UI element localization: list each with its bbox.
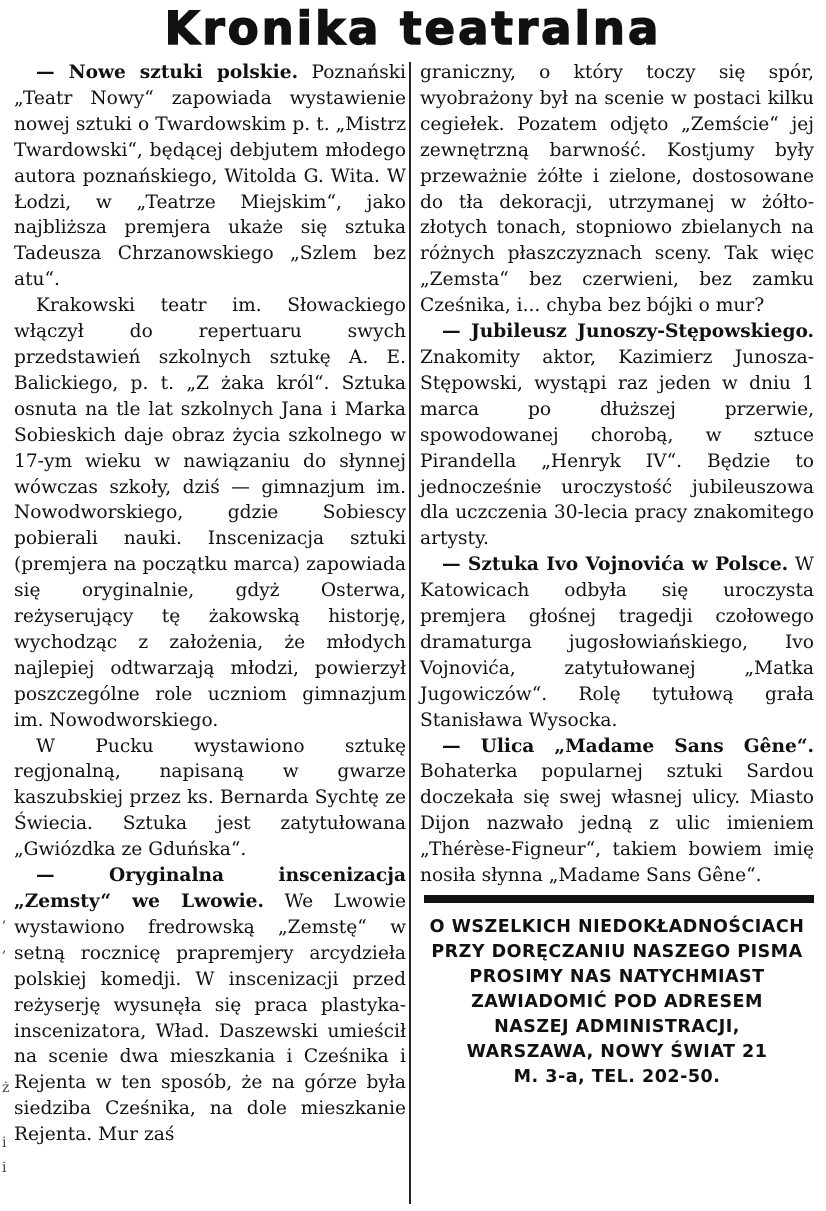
article-madame-sans-gene (420, 734, 814, 889)
left-column (14, 60, 406, 1148)
section-rule (424, 895, 814, 903)
article-krakowski-teatr: Krakowski teatr im. Słowackiego włączył do repertuaru swych przedstawień szkolnych sztukę A. E. Balickiego, p. t. „Z żaka król“. Sztuka osnuta na tle lat szkolnych Jana i Marka Sobieskich daje obraz życia szkolnego w 17-ym wieku w nawiązaniu do słynnej wówczas szkoły, dziś — gimnazjum im. Nowodworskiego, gdzie Sobiescy pobierali nauki. Inscenizacja sztuki (premjera na początku marca) zapowiada się oryginalnie, gdyż Osterwa, reżyserujący tę żakowską historję, wychodząc z założenia, że młodych najlepiej odtwarzają młodzi, powierzył poszczególne role uczniom gimnazjum im. Nowodworskiego. (14, 295, 406, 731)
article-nowe-sztuki (14, 60, 406, 293)
article-heading: — Nowe sztuki polskie. (36, 62, 299, 83)
article-body: W Katowicach odbyła się uroczysta premjera głośnej tragedji czołowego dramaturga jugosłowiańskiego, Ivo Vojnovića, zatytułowanej „Matka Jugowiczów“. Rolę tytułową grała Stanisława Wysocka. (420, 554, 814, 731)
article-body: Bohaterka popularnej sztuki Sardou doczekała się swej własnej ulicy. Miasto Dijon nazwało jedną z ulic imieniem „Thérèse-Figneur“, takiem bowiem imię nosiła słynna „Madame Sans Gêne“. (420, 761, 814, 887)
article-heading: — Oryginalna inscenizacja „Zemsty“ we Lwowie. (14, 865, 406, 912)
article-zemsta-lwow (14, 863, 406, 1148)
article-vojnovic (420, 552, 814, 733)
notice-administration: NASZEJ ADMINISTRACJI, (494, 1017, 740, 1037)
article-heading: — Sztuka Ivo Vojnovića w Polsce. (442, 554, 789, 576)
article-body: Poznański „Teatr Nowy“ zapowiada wystawienie nowej sztuki o Twardowskim p. t. „Mistrz Twardowski“, będącej debjutem młodego autora poznańskiego, Witolda G. Wita. W Łodzi, w „Teatrze Miejskim“, jako najbliższa premjera ukaże się sztuka Tadeusza Chrzanowskiego „Szlem bez atu“. (14, 62, 407, 291)
column-divider (409, 62, 411, 1204)
notice-address: WARSZAWA, NOWY ŚWIAT 21 (466, 1042, 768, 1062)
administration-notice (420, 915, 814, 1090)
article-heading: — Ulica „Madame Sans Gêne“. (442, 735, 814, 757)
article-body: Znakomity aktor, Kazimierz Junosza-Stępowski, wystąpi raz jeden w dniu 1 marca po dłuższej przerwie, spowodowanej chorobą, w sztuce Pirandella „Henryk IV“. Będzie to jednocześnie uroczystość jubileuszowa dla uczczenia 30-lecia pracy znakomitego artysty. (420, 346, 814, 550)
right-column (420, 60, 814, 1090)
notice-phone: M. 3-a, TEL. 202-50. (513, 1067, 721, 1087)
article-heading: — Jubileusz Junoszy-Stępowskiego. (442, 321, 814, 343)
margin-marks: , , ż i i (2, 910, 10, 1176)
article-jubileusz (420, 319, 814, 552)
article-pucku: W Pucku wystawiono sztukę regjonalną, napisaną w gwarze kaszubskiej przez ks. Bernarda Sychtę ze Świecia. Sztuka jest zatytułowana „Gwiózdka ze Gduńska“. (14, 735, 406, 861)
article-zemsta-continued: graniczny, o który toczy się spór, wyobrażony był na scenie w postaci kilku cegiełek. Pozatem odjęto „Zemście“ jej zewnętrzną barwność. Kostjumy były przeważnie żółte i zielone, dostosowane do tła dekoracji, utrzymanej w żółto-złotych tonach, stopniowo zbielanych na różnych płaszczyznach sceny. Tak więc „Zemsta“ bez czerwieni, bez zamku Cześnika, i... chyba bez bójki o mur? (420, 62, 814, 317)
page-title: Kronika teatralna (164, 2, 662, 55)
notice-text: O WSZELKICH NIEDOKŁADNOŚCIACH PRZY DORĘCZANIU NASZEGO PISMA PROSIMY NAS NATYCHMIAST ZAWIADOMIĆ POD ADRESEM (429, 917, 805, 1012)
article-body: We Lwowie wystawiono fredrowską „Zemstę“ w setną rocznicę prapremjery arcydzieła polskiej komedji. W inscenizacji przed reżyserję wysunęła się praca plastyka-inscenizatora, Wład. Daszewski umieścił na scenie dwa mieszkania i Cześnika i Rejenta w ten sposób, że na górze była siedziba Cześnika, na dole mieszkanie Rejenta. Mur zaś (14, 891, 406, 1146)
